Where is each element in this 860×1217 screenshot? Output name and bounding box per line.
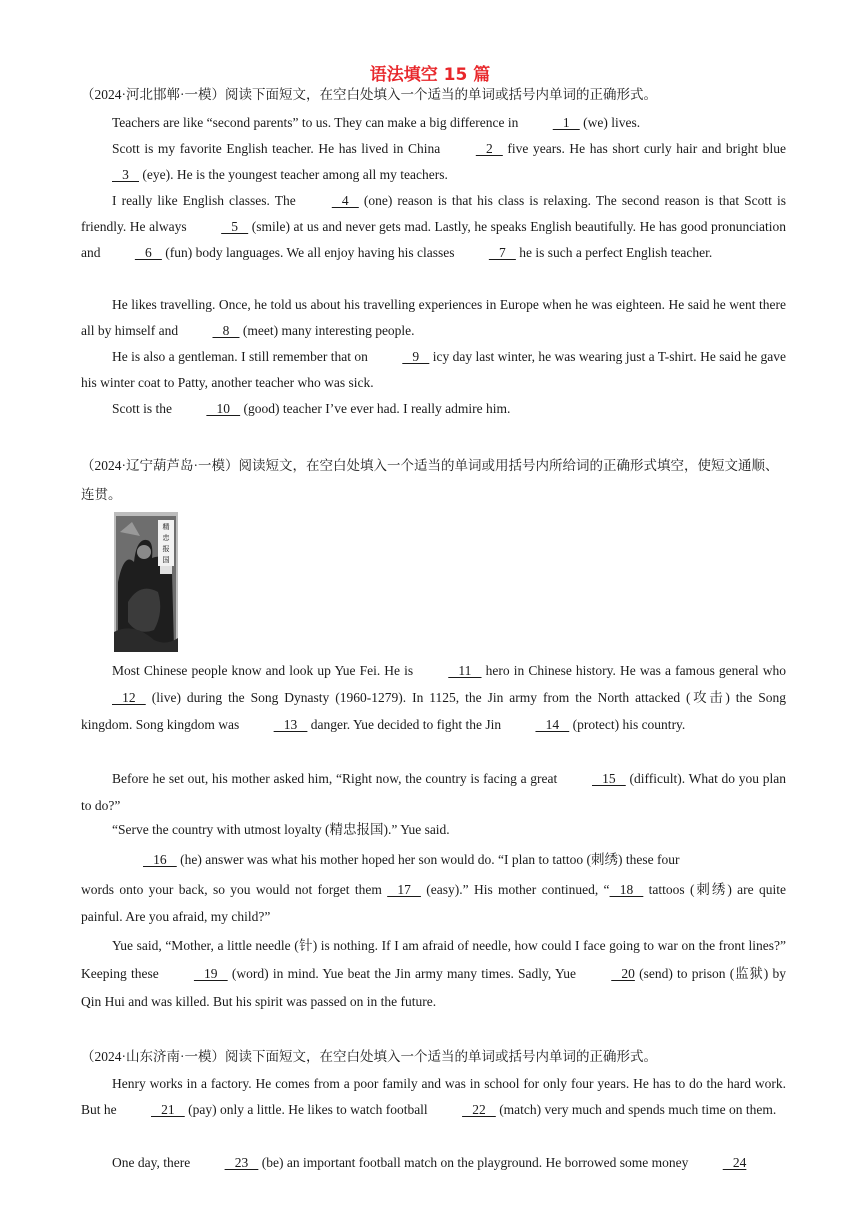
passage3-source: （2024·山东济南·一模）阅读下面短文，在空白处填入一个适当的单词或括号内单词的正确形式。 <box>81 1049 657 1064</box>
answer-blank: 11 <box>448 663 482 678</box>
answer-blank: 17 <box>387 882 421 897</box>
answer-blank: 14 <box>535 717 570 732</box>
answer-blank: 8 <box>212 323 240 338</box>
text-segment: (protect) his country. <box>569 717 686 732</box>
answer-blank: 20 <box>611 966 635 981</box>
text-segment: (he) answer was what his mother hoped her son would do. “I plan to tattoo (刺绣) these four <box>176 852 680 867</box>
passage3-paragraph <box>81 1150 786 1176</box>
answer-blank: 2 <box>475 141 503 156</box>
passage2-paragraph <box>81 657 786 738</box>
answer-blank: 9 <box>402 349 430 364</box>
passage1-paragraph <box>81 344 786 396</box>
caption-char: 忠 <box>162 534 170 542</box>
passage3-paragraph <box>81 1071 786 1123</box>
text-segment: (smile) at us and never gets mad. Lastly, he speaks English beautifully. He has good pronunciation and <box>81 219 786 260</box>
text-segment: (good) teacher I’ve ever had. I really admire him. <box>240 401 511 416</box>
answer-blank: 1 <box>552 115 580 130</box>
caption-char: 报 <box>162 545 170 553</box>
text-segment: Yue said, “Mother, a little needle (针) is nothing. If I am afraid of needle, how could I face going to war on the front lines?” Keeping these <box>81 938 786 981</box>
caption-char: 国 <box>162 556 170 564</box>
answer-blank: 6 <box>134 245 162 260</box>
text-segment: danger. Yue decided to fight the Jin <box>307 717 505 732</box>
text-segment: tattoos (刺绣) are quite painful. Are you afraid, my child?” <box>81 882 786 924</box>
text-segment: words onto your back, so you would not forget them <box>81 882 388 897</box>
text-segment: five years. He has short curly hair and bright blue <box>502 141 787 156</box>
answer-blank: 16 <box>143 852 177 867</box>
text-segment: He is also a gentleman. I still remember that on <box>112 349 372 364</box>
passage1-paragraph <box>81 110 786 136</box>
text-segment: icy day last winter, he was wearing just a T-shirt. He said he gave his winter coat to Patty, another teacher who was sick. <box>81 349 786 390</box>
text-segment: Teachers are like “second parents” to us. They can make a big difference in <box>112 115 522 130</box>
answer-blank: 13 <box>273 717 308 732</box>
page-title: 语法填空 15 篇 <box>369 65 491 85</box>
text-segment: (easy).” His mother continued, “ <box>420 882 610 897</box>
passage2-paragraph <box>81 765 786 819</box>
text-segment: (difficult). What do you plan to do?” <box>81 771 786 813</box>
text-segment: (one) reason is that his class is relaxing. The second reason is that Scott is friendly. He always <box>81 193 786 234</box>
text-segment: he is such a perfect English teacher. <box>515 245 713 260</box>
answer-blank: 12 <box>112 690 146 705</box>
text-segment: (word) in mind. Yue beat the Jin army many times. Sadly, Yue <box>227 966 581 981</box>
passage2-paragraph <box>81 876 786 930</box>
text-segment: He likes travelling. Once, he told us about his travelling experiences in Europe when he was eighteen. He said he went there all by himself and <box>81 297 786 338</box>
text-segment: (we) lives. <box>579 115 641 130</box>
answer-blank: 23 <box>224 1155 259 1170</box>
text-segment: hero in Chinese history. He was a famous general who <box>481 663 787 678</box>
text-segment: (fun) body languages. We all enjoy having his classes <box>161 245 458 260</box>
text-segment: Henry works in a factory. He comes from a poor family and was in school for only four years. He has to do the hard work. But he <box>81 1076 786 1117</box>
answer-blank: 18 <box>609 882 644 897</box>
answer-blank: 19 <box>193 966 228 981</box>
yue-fei-illustration <box>114 512 178 652</box>
answer-blank: 21 <box>151 1102 185 1117</box>
text-segment: Before he set out, his mother asked him, “Right now, the country is facing a great <box>112 771 562 786</box>
answer-blank: 7 <box>488 245 516 260</box>
answer-blank: 10 <box>206 401 241 416</box>
text-segment: (send) to prison (监狱) by Qin Hui and was killed. But his spirit was passed on in the future. <box>81 966 787 1009</box>
answer-blank: 24 <box>722 1155 747 1170</box>
text-segment: Most Chinese people know and look up Yue Fei. He is <box>112 663 418 678</box>
answer-blank: 15 <box>592 771 626 786</box>
passage1-paragraph <box>81 136 786 188</box>
passage2-paragraph <box>81 847 786 873</box>
text-segment: (meet) many interesting people. <box>239 323 415 338</box>
passage2-paragraph <box>81 817 786 843</box>
answer-blank: 5 <box>221 219 249 234</box>
passage2-paragraph <box>81 932 786 1016</box>
passage1-paragraph <box>81 292 786 344</box>
answer-blank: 22 <box>462 1102 496 1117</box>
answer-blank: 3 <box>112 167 139 182</box>
text-segment: Scott is my favorite English teacher. He has lived in China <box>112 141 445 156</box>
text-segment: One day, there <box>112 1155 194 1170</box>
text-segment: (pay) only a little. He likes to watch football <box>184 1102 432 1117</box>
text-segment: Scott is the <box>112 401 176 416</box>
passage1-source: （2024·河北邯郸·一模）阅读下面短文，在空白处填入一个适当的单词或括号内单词的正确形式。 <box>81 87 657 102</box>
text-segment: “Serve the country with utmost loyalty (精忠报国).” Yue said. <box>112 822 450 837</box>
text-segment: I really like English classes. The <box>112 193 301 208</box>
passage1-paragraph <box>81 396 786 422</box>
passage1-paragraph <box>81 188 786 266</box>
answer-blank: 4 <box>331 193 359 208</box>
text-segment: (live) during the Song Dynasty (1960-1279). In 1125, the Jin army from the North attacked (攻击) the Song kingdom. Song kingdom was <box>81 690 786 732</box>
passage2-source: （2024·辽宁葫芦岛·一模）阅读短文，在空白处填入一个适当的单词或用括号内所给词的正确形式填空，使短文通顺、连贯。 <box>81 458 779 502</box>
text-segment: (match) very much and spends much time on them. <box>495 1102 777 1117</box>
text-segment: (eye). He is the youngest teacher among all my teachers. <box>139 167 448 182</box>
text-segment: (be) an important football match on the playground. He borrowed some money <box>258 1155 692 1170</box>
caption-char: 精 <box>162 523 170 531</box>
